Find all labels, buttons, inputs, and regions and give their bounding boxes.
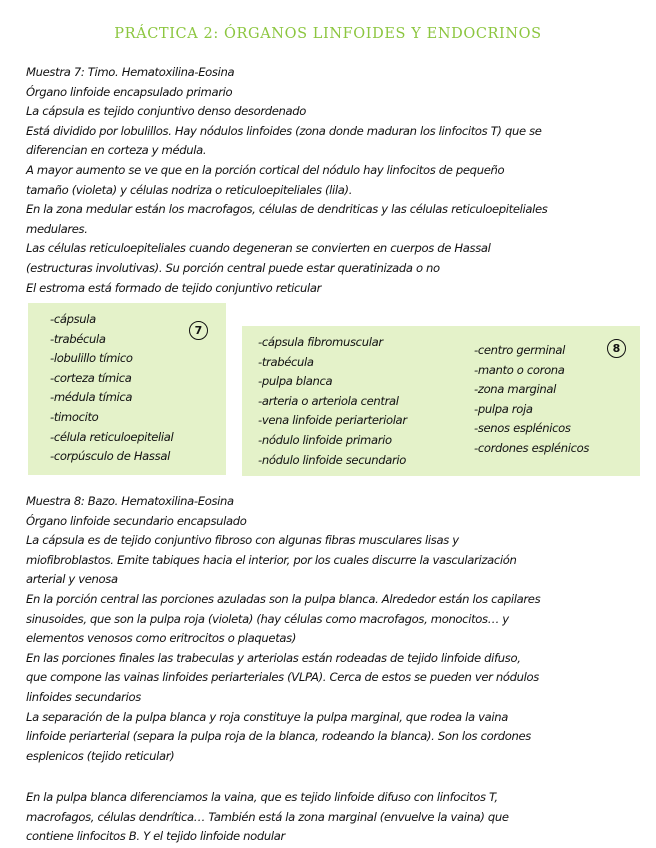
text-line: El estroma está formado de tejido conjuntivo reticular: [26, 280, 322, 295]
text-line: elementos venosos como eritrocitos o plaquetas): [26, 631, 297, 646]
text-line: arterial y venosa: [26, 572, 118, 587]
text-line: tamaño (violeta) y células nodriza o reticuloepiteliales (lila).: [26, 182, 353, 197]
sample-8-text: [26, 492, 638, 766]
label-item: -centro germinal: [474, 343, 565, 357]
sample-7-text: [26, 63, 638, 298]
text-line: diferencian en corteza y médula.: [26, 143, 207, 158]
label-item: -vena linfoide periarteriolar: [258, 413, 407, 428]
label-item: -zona marginal: [474, 382, 557, 397]
number-badge-7: 7: [189, 321, 208, 340]
box-7-list: [50, 310, 173, 467]
text-line: Las células reticuloepiteliales cuando degeneran se convierten en cuerpos de Hassal: [26, 241, 491, 256]
label-item: -pulpa roja: [474, 401, 533, 416]
box-8-list-right: [474, 341, 589, 459]
text-line: En las porciones finales las trabeculas y arteriolas están rodeadas de tejido linfoide difuso,: [26, 650, 521, 665]
label-item: -trabécula: [258, 354, 314, 369]
text-line: Muestra 7: Timo. Hematoxilina-Eosina: [26, 65, 235, 79]
label-item: -manto o corona: [474, 362, 565, 377]
label-item: -cordones esplénicos: [474, 440, 590, 455]
text-line: sinusoides, que son la pulpa roja (violeta) (hay células como macrofagos, monocitos… y: [26, 611, 509, 626]
box-sample-8-labels: [242, 326, 640, 476]
text-line: Órgano linfoide secundario encapsulado: [26, 513, 247, 528]
label-item: -corteza tímica: [50, 370, 132, 385]
label-item: -arteria o arteriola central: [258, 393, 399, 408]
text-line: A mayor aumento se ve que en la porción cortical del nódulo hay linfocitos de pequeño: [26, 162, 505, 177]
box-8-list-left: [258, 333, 407, 470]
text-line: En la zona medular están los macrofagos, células de dendriticas y las células reticuloepiteliales: [26, 202, 548, 217]
text-line: miofibroblastos. Emite tabiques hacia el interior, por los cuales discurre la vascularización: [26, 552, 517, 567]
text-line: Muestra 8: Bazo. Hematoxilina-Eosina: [26, 494, 234, 508]
text-line: La cápsula es tejido conjuntivo denso desordenado: [26, 104, 307, 119]
number-badge-8: 8: [607, 339, 626, 358]
label-item: -senos esplénicos: [474, 421, 571, 436]
label-item: -timocito: [50, 409, 99, 424]
label-item: -célula reticuloepitelial: [50, 429, 174, 444]
text-line: linfoides secundarios: [26, 689, 141, 704]
text-line: Órgano linfoide encapsulado primario: [26, 84, 233, 99]
text-line: macrofagos, células dendrítica… También está la zona marginal (envuelve la vaina) que: [26, 809, 509, 824]
text-line: En la pulpa blanca diferenciamos la vaina, que es tejido linfoide difuso con linfocitos T,: [26, 790, 498, 804]
text-line: (estructuras involutivas). Su porción central puede estar queratinizada o no: [26, 260, 440, 275]
label-item: -pulpa blanca: [258, 374, 333, 389]
text-line: En la porción central las porciones azuladas son la pulpa blanca. Alrededor están los capilares: [26, 591, 541, 606]
label-item: -lobulillo tímico: [50, 351, 133, 366]
white-pulp-text: [26, 788, 638, 847]
text-line: que compone las vainas linfoides periarteriales (VLPA). Cerca de estos se pueden ver nódulos: [26, 670, 539, 685]
text-line: linfoide periarterial (separa la pulpa roja de la blanca, rodeando la blanca). Son los cordones: [26, 729, 531, 744]
label-item: -cápsula fibromuscular: [258, 335, 383, 349]
label-item: -cápsula: [50, 312, 96, 326]
label-item: -corpúsculo de Hassal: [50, 449, 170, 464]
label-item: -médula tímica: [50, 390, 133, 405]
page-title: PRÁCTICA 2: ÓRGANOS LINFOIDES Y ENDOCRINOS: [114, 26, 542, 42]
text-line: medulares.: [26, 221, 88, 236]
label-item: -nódulo linfoide primario: [258, 432, 392, 447]
text-line: La cápsula es de tejido conjuntivo fibroso con algunas fibras musculares lisas y: [26, 533, 459, 548]
text-line: esplenicos (tejido reticular): [26, 748, 175, 763]
text-line: Está dividido por lobulillos. Hay nódulos linfoides (zona donde maduran los linfocitos T) que se: [26, 123, 542, 138]
label-item: -trabécula: [50, 331, 106, 346]
box-sample-7-labels: [28, 303, 226, 475]
text-line: La separación de la pulpa blanca y roja constituye la pulpa marginal, que rodea la vaina: [26, 709, 508, 724]
text-line: contiene linfocitos B. Y el tejido linfoide nodular: [26, 829, 285, 844]
label-item: -nódulo linfoide secundario: [258, 452, 407, 467]
